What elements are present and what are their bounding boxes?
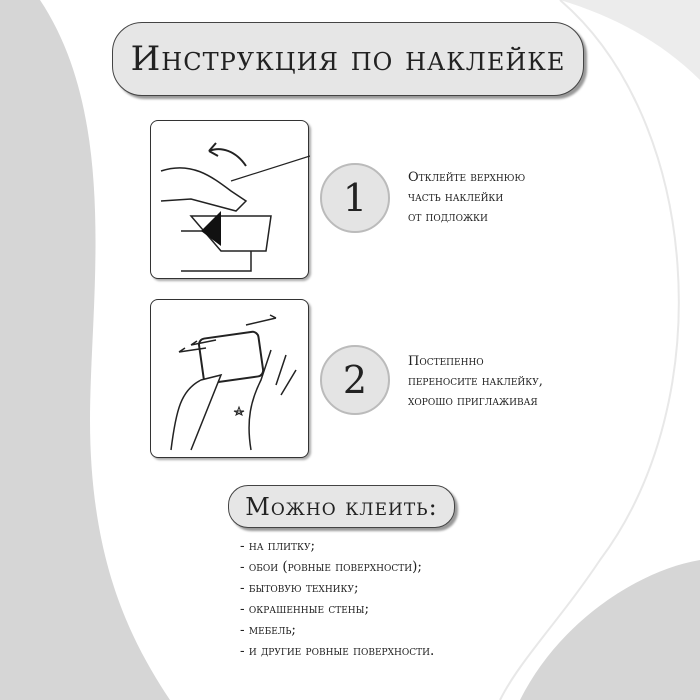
step-1-text: [408, 168, 525, 228]
step-2-text: [408, 352, 543, 412]
step-1-line: от подложки: [408, 210, 488, 225]
list-item: - мебель;: [240, 622, 296, 638]
step-2-number: 2: [320, 345, 390, 415]
left-blob: [0, 0, 170, 700]
step-1-illustration: [150, 120, 309, 279]
bottom-right-blob: [520, 560, 700, 700]
step-2-line: переносите наклейку,: [408, 374, 543, 389]
list-item: - окрашенные стены;: [240, 601, 370, 617]
smooth-sticker-icon: [151, 300, 310, 459]
step-1-number: 1: [320, 163, 390, 233]
page-title: Инструкция по наклейке: [112, 22, 584, 96]
step-2-line: хорошо приглаживая: [408, 394, 538, 409]
list-item: - бытовую технику;: [240, 580, 359, 596]
surfaces-list: [240, 536, 434, 662]
surfaces-heading: Можно клеить:: [228, 485, 455, 528]
list-item: - на плитку;: [240, 538, 316, 554]
list-item: - и другие ровные поверхности.: [240, 643, 435, 659]
step-1-line: Отклейте верхнюю: [408, 170, 526, 185]
peel-sticker-icon: [151, 121, 310, 280]
step-2-line: Постепенно: [408, 354, 484, 369]
step-2-illustration: [150, 299, 309, 458]
list-item: - обои (ровные поверхности);: [240, 559, 422, 575]
step-1-line: часть наклейки: [408, 190, 504, 205]
